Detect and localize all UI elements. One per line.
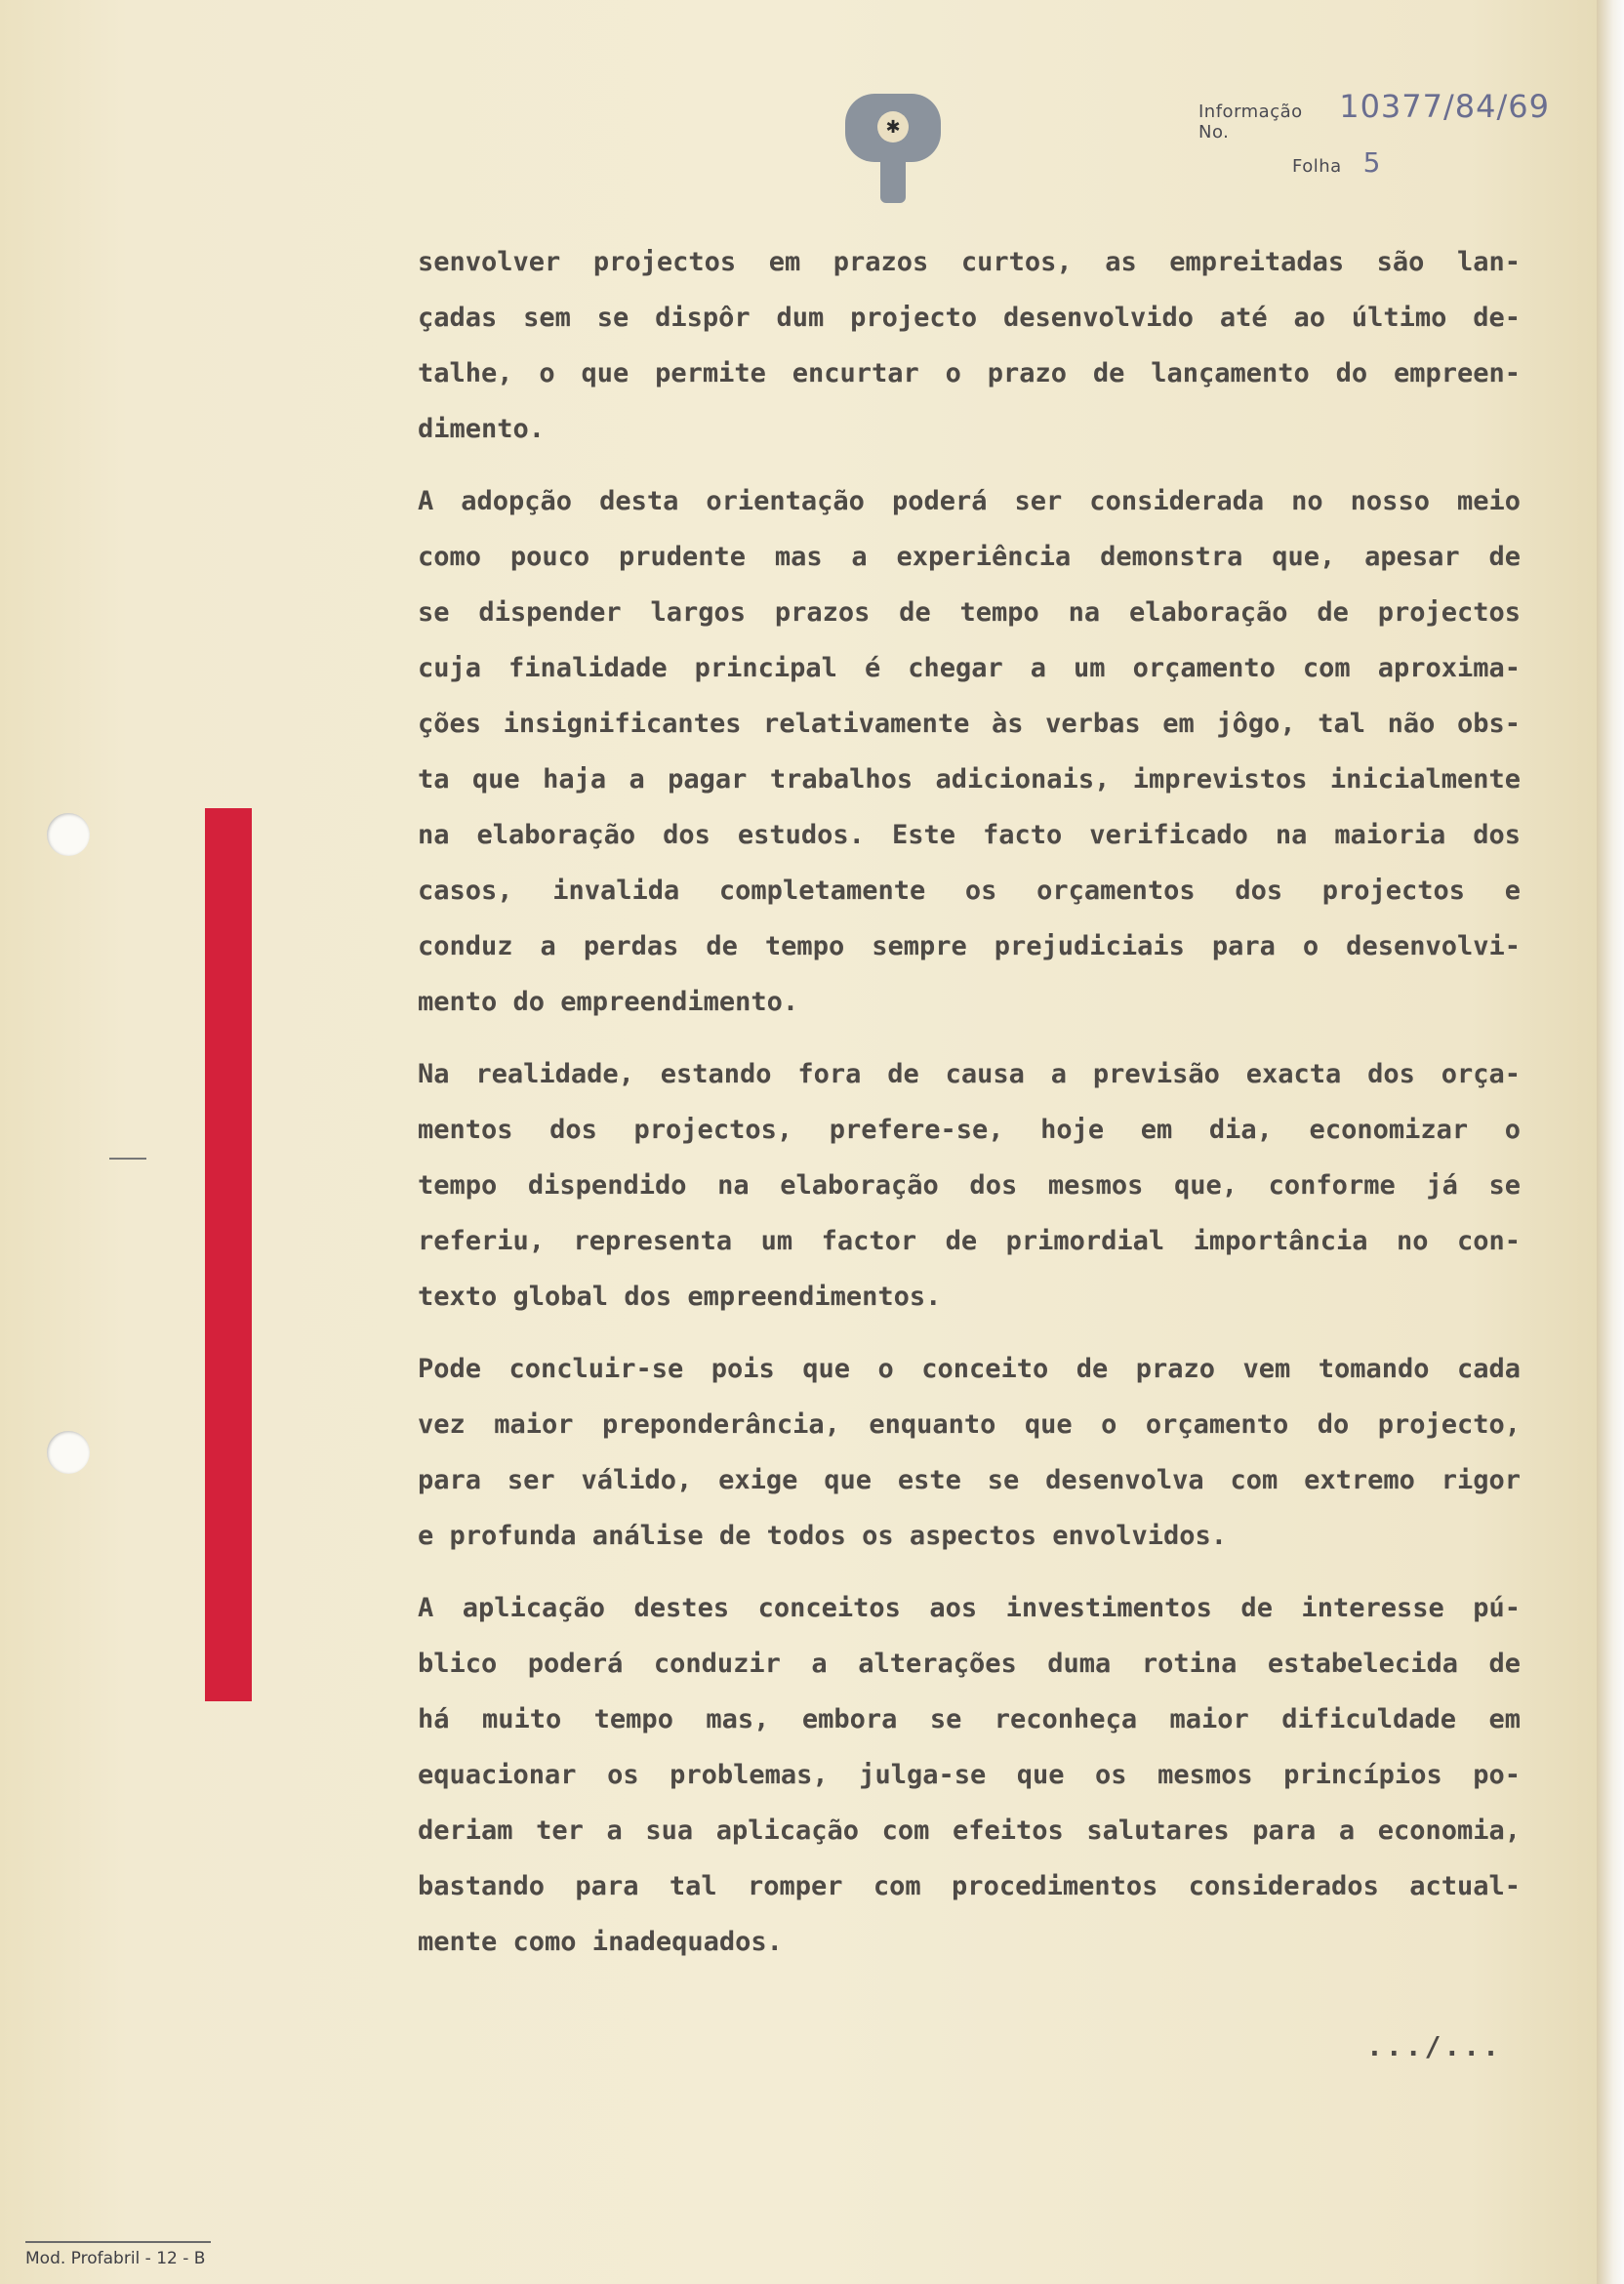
red-highlight-bar [205,808,252,1701]
text-line: e profunda análise de todos os aspectos envolvidos. [418,1521,1228,1551]
paragraph [418,1341,1521,1564]
text-line: casos, invalida completamente os orçamentos dos projectos e [418,876,1521,906]
text-line: como pouco prudente mas a experiência demonstra que, apesar de [418,542,1521,572]
paragraph [418,1046,1521,1325]
text-line: blico poderá conduzir a alterações duma rotina estabelecida de [418,1649,1521,1679]
text-line: talhe, o que permite encurtar o prazo de lançamento do empreen- [418,358,1521,388]
text-line: ta que haja a pagar trabalhos adicionais, imprevistos inicialmente [418,764,1521,795]
text-line: conduz a perdas de tempo sempre prejudiciais para o desenvolvi- [418,931,1521,961]
text-line: A aplicação destes conceitos aos investimentos de interesse pú- [418,1593,1521,1623]
text-line: Na realidade, estando fora de causa a previsão exacta dos orça- [418,1059,1521,1089]
text-line: ções insignificantes relativamente às verbas em jôgo, tal não obs- [418,709,1521,739]
continuation-mark: .../... [1366,2030,1503,2062]
text-line: para ser válido, exige que este se desenvolva com extremo rigor [418,1465,1521,1495]
paragraph [418,234,1521,457]
text-line: há muito tempo mas, embora se reconheça maior dificuldade em [418,1704,1521,1734]
text-line: tempo dispendido na elaboração dos mesmos que, conforme já se [418,1170,1521,1201]
punch-hole-top [47,813,90,856]
paragraph [418,1580,1521,1970]
text-line: se dispender largos prazos de tempo na elaboração de projectos [418,597,1521,628]
text-line: mentos dos projectos, prefere-se, hoje em dia, economizar o [418,1115,1521,1145]
margin-mark [109,1158,146,1160]
text-line: vez maior preponderância, enquanto que o orçamento do projecto, [418,1409,1521,1440]
company-seal-icon [839,90,947,207]
punch-hole-bottom [47,1431,90,1474]
info-number-row [1198,88,1550,143]
text-line: A adopção desta orientação poderá ser considerada no nosso meio [418,486,1521,516]
text-line: mento do empreendimento. [418,987,799,1017]
text-line: dimento. [418,414,546,444]
folha-number: 5 [1362,146,1381,179]
info-label: Informação No. [1198,102,1303,143]
folha-label: Folha [1292,156,1342,177]
folha-row [1292,146,1550,179]
form-code: Mod. Profabril - 12 - B [25,2241,211,2268]
text-line: Pode concluir-se pois que o conceito de prazo vem tomando cada [418,1354,1521,1384]
text-line: cuja finalidade principal é chegar a um orçamento com aproxima- [418,653,1521,683]
text-line: equacionar os problemas, julga-se que os mesmos princípios po- [418,1760,1521,1790]
info-number: 10377/84/69 [1339,88,1550,125]
page-edge [1597,0,1624,2284]
document-reference [1198,88,1550,179]
paragraph [418,473,1521,1030]
text-line: texto global dos empreendimentos. [418,1282,942,1312]
body-text [418,234,1521,1986]
text-line: senvolver projectos em prazos curtos, as empreitadas são lan- [418,247,1521,277]
text-line: mente como inadequados. [418,1927,783,1957]
text-line: bastando para tal romper com procedimentos considerados actual- [418,1871,1521,1901]
text-line: referiu, representa um factor de primordial importância no con- [418,1226,1521,1256]
svg-text:✱: ✱ [885,117,901,138]
text-line: na elaboração dos estudos. Este facto verificado na maioria dos [418,820,1521,850]
text-line: çadas sem se dispôr dum projecto desenvolvido até ao último de- [418,303,1521,333]
text-line: deriam ter a sua aplicação com efeitos salutares para a economia, [418,1815,1521,1846]
